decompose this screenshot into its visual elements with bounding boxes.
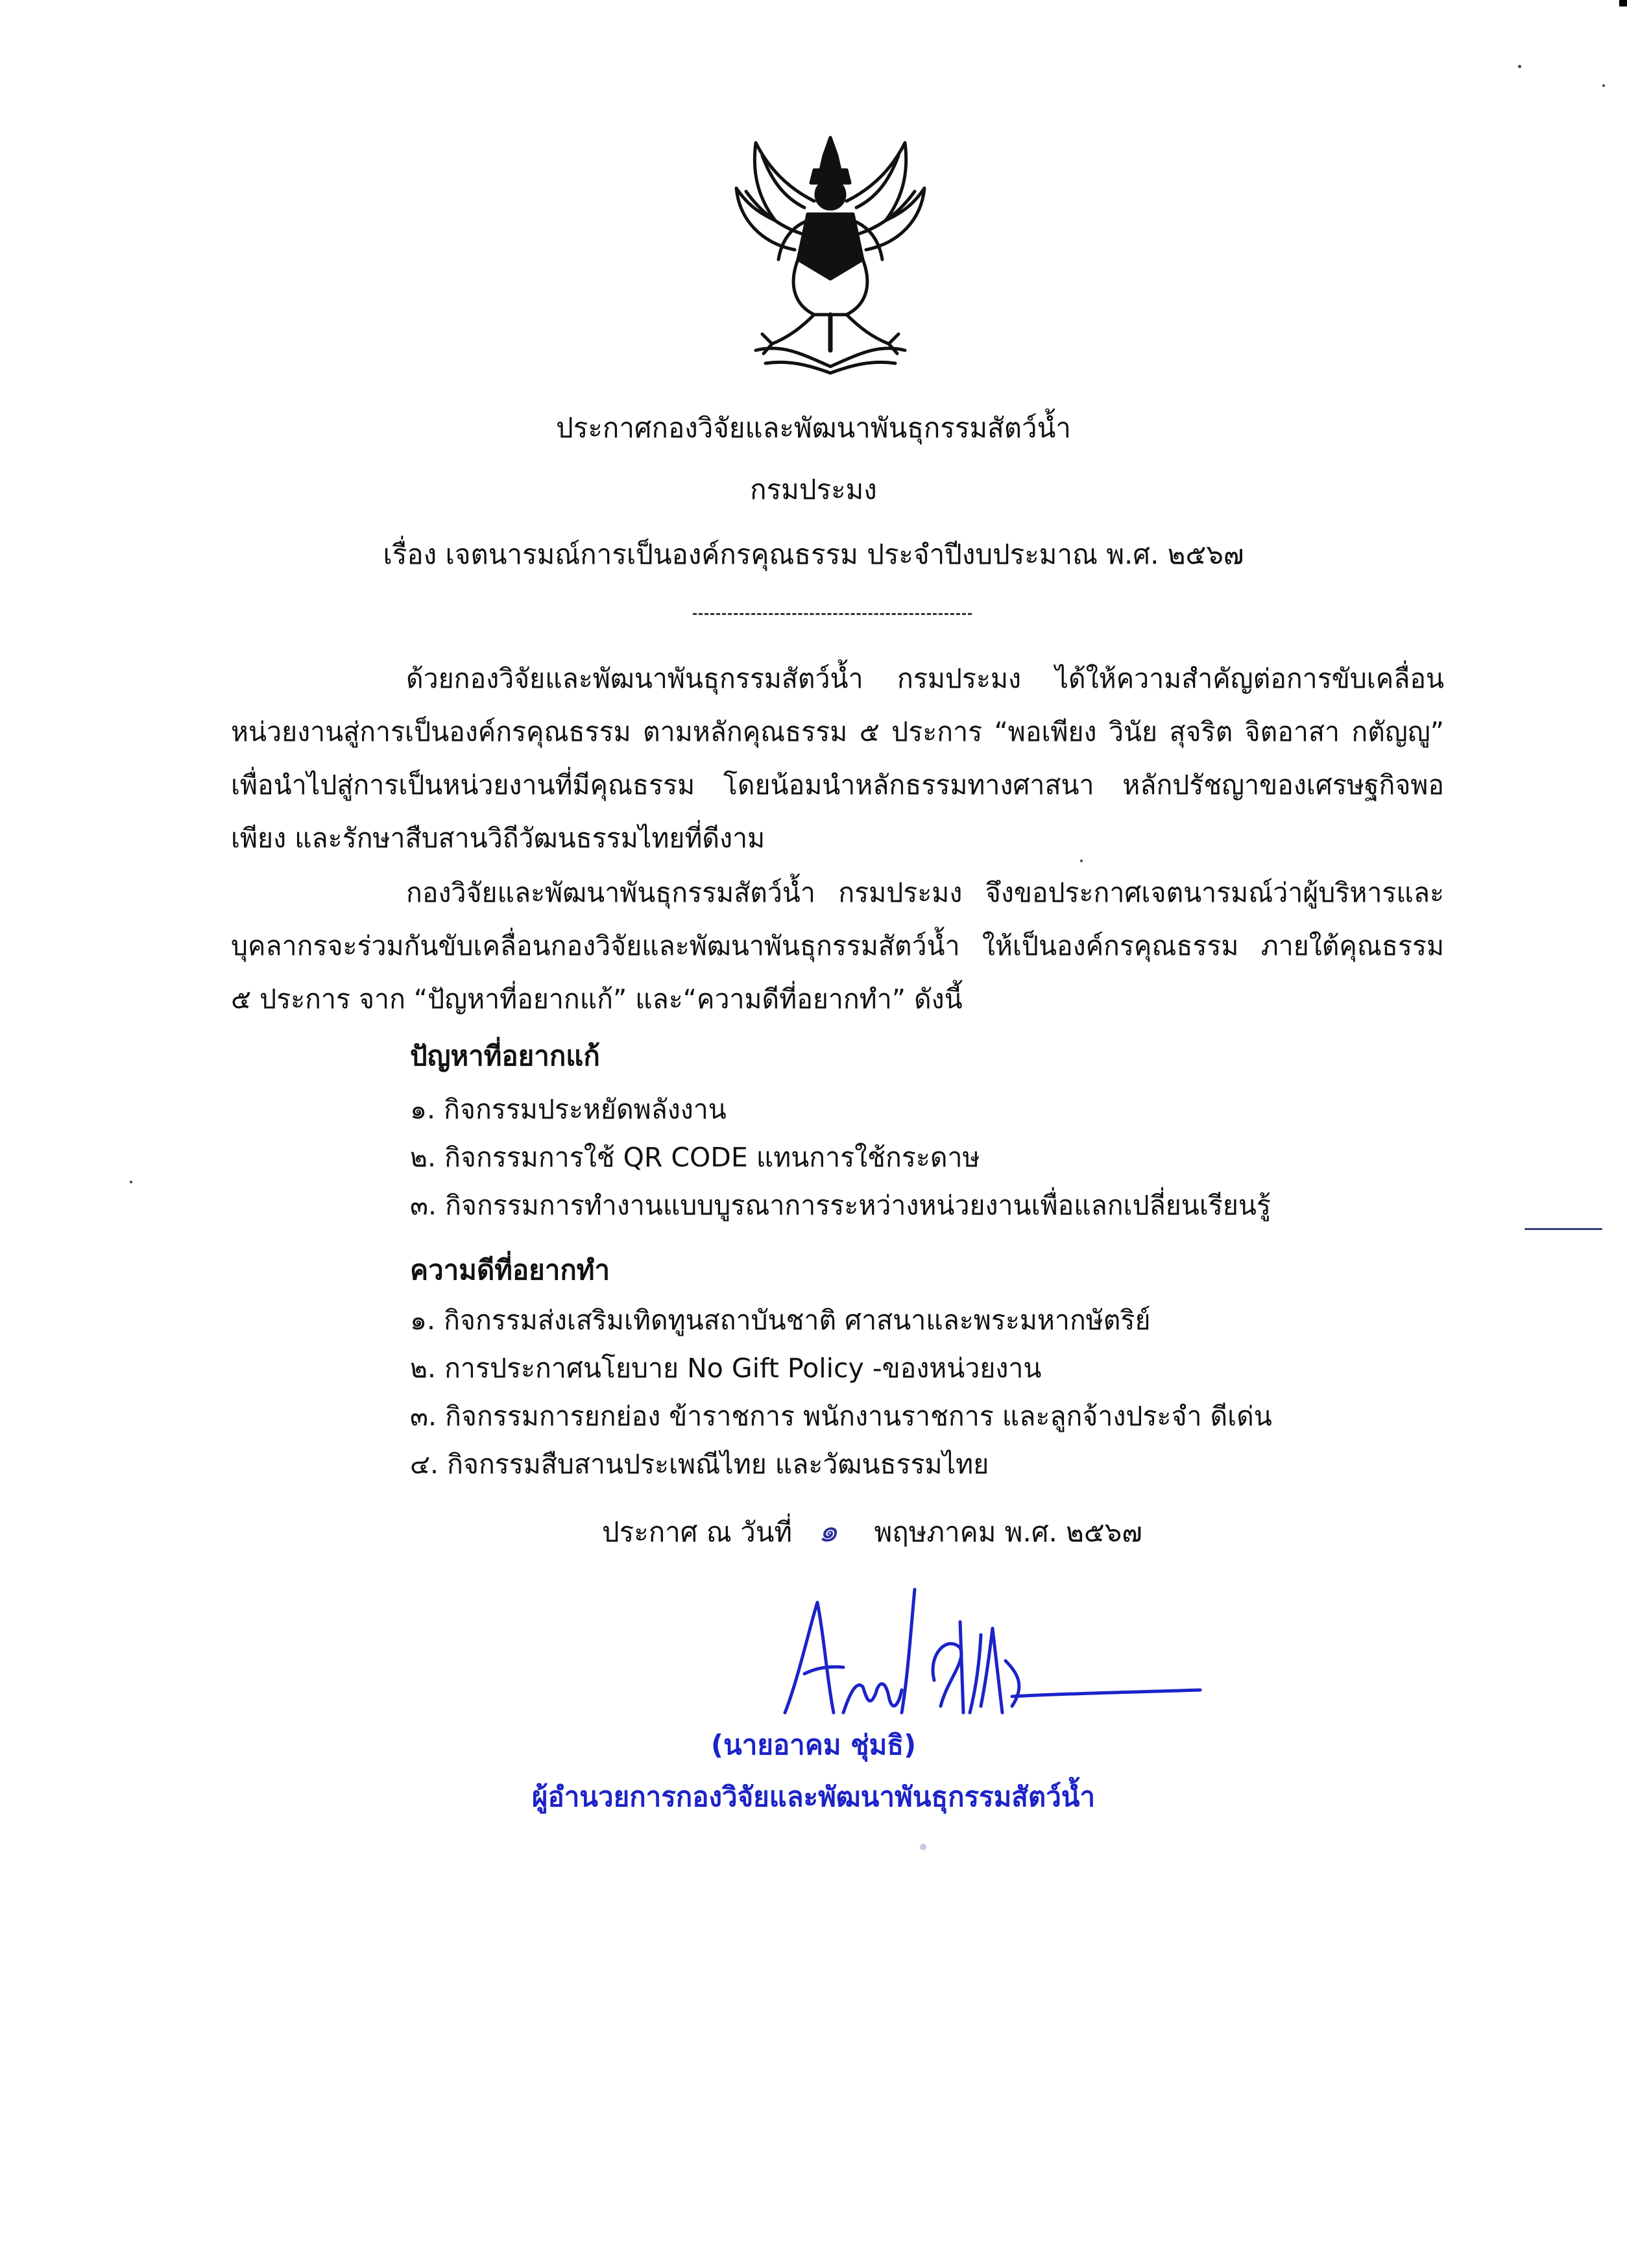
- good-deeds-section-title: ความดีที่อยากทำ: [410, 1254, 610, 1286]
- list-item: ๑. กิจกรรมส่งเสริมเทิดทูนสถาบันชาติ ศาสนาและพระมหากษัตริย์: [410, 1305, 1151, 1336]
- list-item: ๒. กิจกรรมการใช้ QR CODE แทนการใช้กระดาษ: [410, 1142, 980, 1173]
- garuda-emblem-icon: [717, 130, 944, 376]
- date-prefix: ประกาศ ณ วันที่: [602, 1516, 793, 1548]
- list-item: ๓. กิจกรรมการทำงานแบบบูรณาการระหว่างหน่วยงานเพื่อแลกเปลี่ยนเรียนรู้: [410, 1190, 1271, 1221]
- list-item: ๔. กิจกรรมสืบสานประเพณีไทย และวัฒนธรรมไทย: [410, 1449, 989, 1480]
- date-day: ๑: [818, 1513, 838, 1549]
- scan-speck: [1602, 84, 1605, 87]
- department-name: กรมประมง: [750, 474, 877, 505]
- list-item: ๒. การประกาศนโยบาย No Gift Policy -ของหน่วยงาน: [410, 1353, 1042, 1384]
- scan-speck: [130, 1181, 132, 1183]
- subject-line: เรื่อง เจตนารมณ์การเป็นองค์กรคุณธรรม ประจำปีงบประมาณ พ.ศ. ๒๕๖๗: [383, 538, 1244, 570]
- problems-section-title: ปัญหาที่อยากแก้: [410, 1040, 600, 1072]
- announcement-date: [602, 1512, 1142, 1552]
- scan-edge-mark: [1619, 0, 1627, 6]
- body-paragraph-1: ด้วยกองวิจัยและพัฒนาพันธุกรรมสัตว์น้ำ กรมประมง ได้ให้ความสำคัญต่อการขับเคลื่อนหน่วยงานสู่การเป็นองค์กรคุณธรรม ตามหลักคุณธรรม ๕ ประการ “พอเพียง วินัย สุจริต จิตอาสา กตัญญู” เพื่อนำไปสู่การเป็นหน่วยงานที่มีคุณธรรม โดยน้อมนำหลักธรรมทางศาสนา หลักปรัชญาของเศรษฐกิจพอเพียง และรักษาสืบสานวิถีวัฒนธรรมไทยที่ดีงาม: [231, 663, 1444, 854]
- list-item: ๓. กิจกรรมการยกย่อง ข้าราชการ พนักงานราชการ และลูกจ้างประจำ ดีเด่น: [410, 1401, 1272, 1432]
- scan-speck: [1080, 860, 1083, 862]
- signer-name: (นายอาคม ชุ่มธิ): [710, 1729, 917, 1761]
- scan-speck: [920, 1844, 926, 1850]
- good-deeds-list: [410, 1301, 1272, 1493]
- date-suffix: พฤษภาคม พ.ศ. ๒๕๖๗: [874, 1516, 1142, 1548]
- list-item: ๑. กิจกรรมประหยัดพลังงาน: [410, 1094, 727, 1125]
- scan-speck: [1518, 65, 1521, 68]
- scan-mark: [1525, 1228, 1602, 1230]
- announcement-title: ประกาศกองวิจัยและพัฒนาพันธุกรรมสัตว์น้ำ: [556, 412, 1071, 444]
- signer-position: ผู้อำนวยการกองวิจัยและพัฒนาพันธุกรรมสัตว์น้ำ: [531, 1781, 1096, 1813]
- heading-separator: [693, 613, 972, 615]
- problems-list: [410, 1090, 1271, 1234]
- body-paragraph-2: กองวิจัยและพัฒนาพันธุกรรมสัตว์น้ำ กรมประมง จึงขอประกาศเจตนารมณ์ว่าผู้บริหารและบุคลากรจะร่วมกันขับเคลื่อนกองวิจัยและพัฒนาพันธุกรรมสัตว์น้ำ ให้เป็นองค์กรคุณธรรม ภายใต้คุณธรรม ๕ ประการ จาก “ปัญหาที่อยากแก้” และ“ความดีที่อยากทำ” ดังนี้: [231, 877, 1444, 1015]
